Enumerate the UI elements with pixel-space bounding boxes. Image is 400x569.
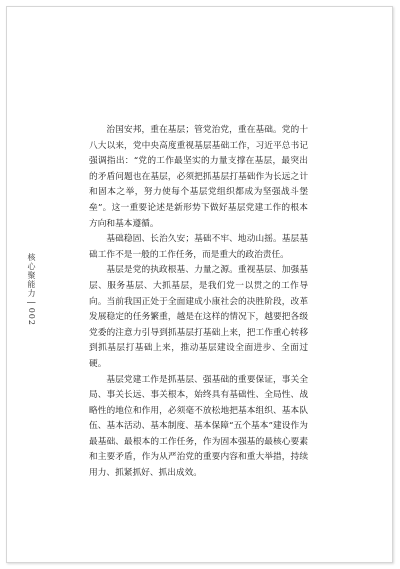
paragraph: 治国安邦，重在基层；管党治党，重在基础。党的十八大以来，党中央高度重视基层基础工作，习近平总书记强调指出：“党的工作最坚实的力量支撑在基层，最突出的矛盾问题也在基层，必须把抓基层打基础作为长远之计和固本之举，努力使每个基层党组织都成为坚强战斗堡垒”。这一重要论述是新形势下做好基层党建工作的根本方向和基本遵循。 <box>89 125 308 229</box>
page-number: 002 <box>27 307 36 326</box>
paragraph: 基础稳固、长治久安；基础不牢、地动山摇。基层基础工作不是一般的工作任务，而是重大的政治责任。 <box>89 234 308 260</box>
body-text <box>89 123 308 482</box>
running-head <box>27 253 35 326</box>
paragraph: 基层党建工作是抓基层、强基础的重要保证，事关全局、事关长远、事关根本，始终具有基础性、全局性、战略性的地位和作用，必须毫不放松地把基本组织、基本队伍、基本活动、基本制度、基本保障“五个基本”建设作为最基础、最根本的工作任务，作为固本强基的最核心要素和主要矛盾，作为从严治党的重要内容和重大举措，持续用力、抓紧抓好、抓出成效。 <box>89 374 308 479</box>
book-title: 核心聚能力 <box>27 253 36 298</box>
running-head-separator: | <box>27 301 36 305</box>
paragraph: 基层是党的执政根基、力量之源。重视基层、加强基层、服务基层、大抓基层，是我们党一以贯之的工作导向。当前我国正处于全面建成小康社会的决胜阶段，改革发展稳定的任务繁重，越是在这样的情况下，越要把各级党委的注意力引导到抓基层打基础上来，把工作重心转移到抓基层打基础上来，推动基层建设全面进步、全面过硬。 <box>89 265 308 369</box>
